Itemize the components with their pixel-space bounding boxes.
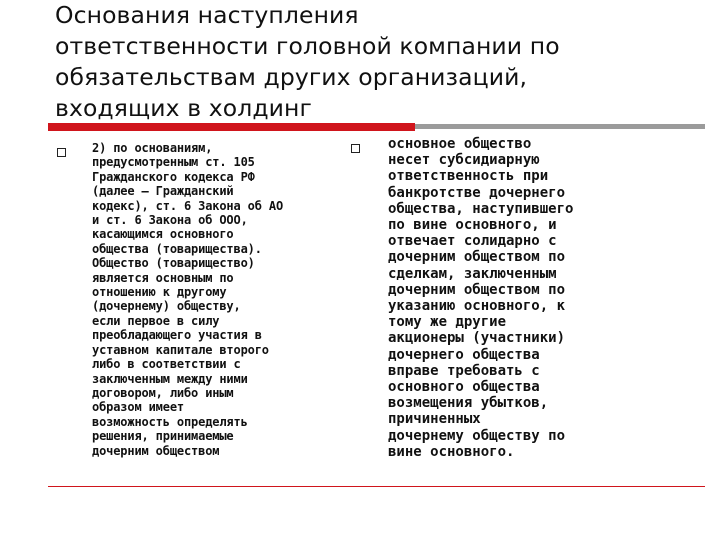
left-text-line: отношению к другому xyxy=(92,285,227,300)
right-text-line: дочерним обществом по xyxy=(388,249,566,266)
left-text-line: является основным по xyxy=(92,270,234,285)
left-text-line: Гражданского кодекса РФ xyxy=(92,169,255,184)
left-text-line: (далее — Гражданский xyxy=(92,184,234,199)
left-text-line: (дочернему) обществу, xyxy=(92,299,241,314)
left-text-line: Общество (товарищество) xyxy=(92,256,255,271)
left-column-text xyxy=(92,141,342,458)
left-text-line: общества (товарищества). xyxy=(92,241,262,256)
right-text-line: общества, наступившего xyxy=(388,200,574,217)
right-text-line: тому же другие xyxy=(388,314,507,331)
left-text-line: кодекс), ст. 6 Закона об АО xyxy=(92,198,284,213)
hollow-square-bullet-icon xyxy=(351,144,360,153)
right-text-line: банкротстве дочернего xyxy=(388,184,566,201)
right-text-line: дочернего общества xyxy=(388,346,540,363)
right-text-line: дочернему обществу по xyxy=(388,427,566,444)
right-text-line: возмещения убытков, xyxy=(388,395,549,412)
left-text-line: уставном капитале второго xyxy=(92,342,269,357)
slide-title xyxy=(55,0,655,124)
left-text-line: дочерним обществом xyxy=(92,443,220,458)
right-text-line: ответственность при xyxy=(388,168,549,185)
left-text-line: преобладающего участия в xyxy=(92,328,262,343)
title-underline-accent xyxy=(48,123,415,131)
right-text-line: вправе требовать с xyxy=(388,362,540,379)
hollow-square-bullet-icon xyxy=(57,148,66,157)
left-text-line: возможность определять xyxy=(92,414,248,429)
right-text-line: дочерним обществом по xyxy=(388,281,566,298)
left-text-line: 2) по основаниям, xyxy=(92,141,213,155)
left-text-line: заключенным между ними xyxy=(92,371,248,386)
right-text-line: причиненных xyxy=(388,411,481,428)
left-text-line: если первое в силу xyxy=(92,313,220,328)
right-text-line: основного общества xyxy=(388,379,540,396)
title-line: входящих в холдинг xyxy=(55,94,312,122)
title-line: обязательствам других организаций, xyxy=(55,63,528,91)
left-text-line: договором, либо иным xyxy=(92,385,234,400)
right-text-line: акционеры (участники) xyxy=(388,330,566,347)
title-line: Основания наступления xyxy=(55,1,359,29)
left-text-line: и ст. 6 Закона об ООО, xyxy=(92,213,248,228)
left-text-line: либо в соответствии с xyxy=(92,357,241,372)
left-text-line: решения, принимаемые xyxy=(92,429,234,444)
title-underline-gray xyxy=(415,124,705,129)
left-text-line: образом имеет xyxy=(92,400,184,415)
bottom-divider xyxy=(48,486,705,487)
right-text-line: отвечает солидарно с xyxy=(388,233,557,250)
right-text-line: вине основного. xyxy=(388,443,515,460)
right-text-line: основное общество xyxy=(388,136,532,152)
right-text-line: по вине основного, и xyxy=(388,217,557,234)
right-text-line: указанию основного, к xyxy=(388,298,566,315)
title-line: ответственности головной компании по xyxy=(55,32,560,60)
right-column-text xyxy=(388,136,638,460)
right-text-line: сделкам, заключенным xyxy=(388,265,557,282)
left-text-line: предусмотренным ст. 105 xyxy=(92,155,255,170)
right-text-line: несет субсидиарную xyxy=(388,152,540,169)
left-text-line: касающимся основного xyxy=(92,227,234,242)
